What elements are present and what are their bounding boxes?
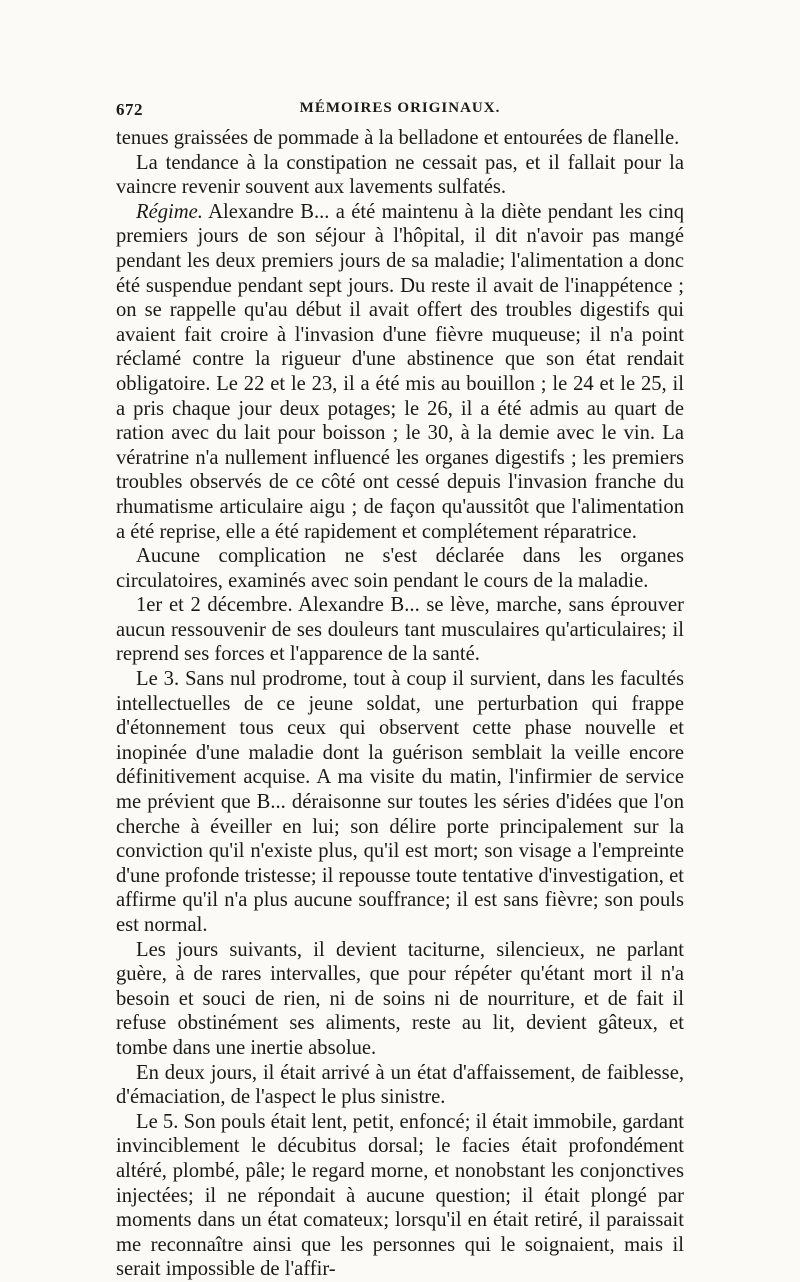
- page-number: 672: [116, 100, 143, 119]
- book-page: [116, 100, 684, 1282]
- paragraph-text: 1er et 2 décembre. Alexandre B... se lève, marche, sans éprouver aucun ressouvenir de ses douleurs tant musculaires qu'articulaires; il reprend ses forces et l'apparence de la santé.: [116, 594, 684, 666]
- paragraph-text: Le 3. Sans nul prodrome, tout à coup il survient, dans les facultés intellectuelles de ce jeune soldat, une perturbation qui frappe d'étonnement tous ceux qui observent cette phase nouvelle et inopinée d'une maladie dont la guérison semblait la veille encore définitivement acquise. A ma visite du matin, l'infirmier de service me prévient que B... déraisonne sur toutes les séries d'idées que l'on cherche à éveiller en lui; son délire porte principalement sur la conviction qu'il n'existe plus, qu'il est mort; son visage a l'empreinte d'une profonde tristesse; il repousse toute tentative d'investigation, et affirme qu'il n'a plus aucune souffrance; il est sans fièvre; son pouls est normal.: [116, 668, 684, 936]
- paragraph-8: [116, 1061, 684, 1110]
- paragraph-text: La tendance à la constipation ne cessait pas, et il fallait pour la vaincre revenir souvent aux lavements sulfatés.: [116, 151, 684, 199]
- paragraph-7: [116, 938, 684, 1061]
- paragraph-4: [116, 544, 684, 593]
- body-text: [116, 126, 684, 1282]
- paragraph-text: En deux jours, il était arrivé à un état d'affaissement, de faiblesse, d'émaciation, de l'aspect le plus sinistre.: [116, 1061, 684, 1109]
- paragraph-text: Le 5. Son pouls était lent, petit, enfoncé; il était immobile, gardant invinciblement le décubitus dorsal; le facies était profondément altéré, plombé, pâle; le regard morne, et nonobstant les conjonctives injectées; il ne répondait à aucune question; il était plongé par moments dans un état comateux; lorsqu'il en était retiré, il paraissait me reconnaître ainsi que les personnes qui le soignaient, mais il serait impossible de l'affir-: [116, 1110, 684, 1281]
- paragraph-regime: [116, 200, 684, 544]
- paragraph-text: tenues graissées de pommade à la belladone et entourées de flanelle.: [116, 127, 680, 149]
- paragraph-2: [116, 151, 684, 200]
- paragraph-text: Les jours suivants, il devient taciturne, silencieux, ne parlant guère, à de rares intervalles, que pour répéter qu'étant mort il n'a besoin et souci de rien, ni de soins ni de nourriture, et de fait il refuse obstinément ses aliments, reste au lit, devient gâteux, et tombe dans une inertie absolue.: [116, 938, 684, 1059]
- paragraph-5: [116, 593, 684, 667]
- running-head: MÉMOIRES ORIGINAUX.: [299, 100, 501, 116]
- paragraph-lead: Régime.: [136, 200, 203, 223]
- paragraph-1: [116, 126, 684, 151]
- paragraph-text: Alexandre B... a été maintenu à la diète pendant les cinq premiers jours de son séjour à l'hôpital, il dit n'avoir pas mangé pendant les deux premiers jours de sa maladie; l'alimentation a donc été suspendue pendant sept jours. Du reste il avait de l'inappétence ; on se rappelle qu'au début il avait offert des troubles digestifs qui avaient fait croire à l'invasion d'une fièvre muqueuse; il n'a point réclamé contre la rigueur d'une abstinence que son état rendait obligatoire. Le 22 et le 23, il a été mis au bouillon ; le 24 et le 25, il a pris chaque jour deux potages; le 26, il a été admis au quart de ration avec du lait pour boisson ; le 30, à la demie avec le vin. La vératrine n'a nullement influencé les organes digestifs ; les premiers troubles observés de ce côté ont cessé depuis l'invasion franche du rhumatisme articulaire aigu ; de façon qu'aussitôt que l'alimentation a été reprise, elle a été rapidement et complétement réparatrice.: [116, 200, 684, 543]
- paragraph-text: Aucune complication ne s'est déclarée dans les organes circulatoires, examinés avec soin pendant le cours de la maladie.: [116, 545, 684, 592]
- paragraph-6: [116, 667, 684, 938]
- page-header: [116, 100, 684, 126]
- paragraph-9: [116, 1110, 684, 1282]
